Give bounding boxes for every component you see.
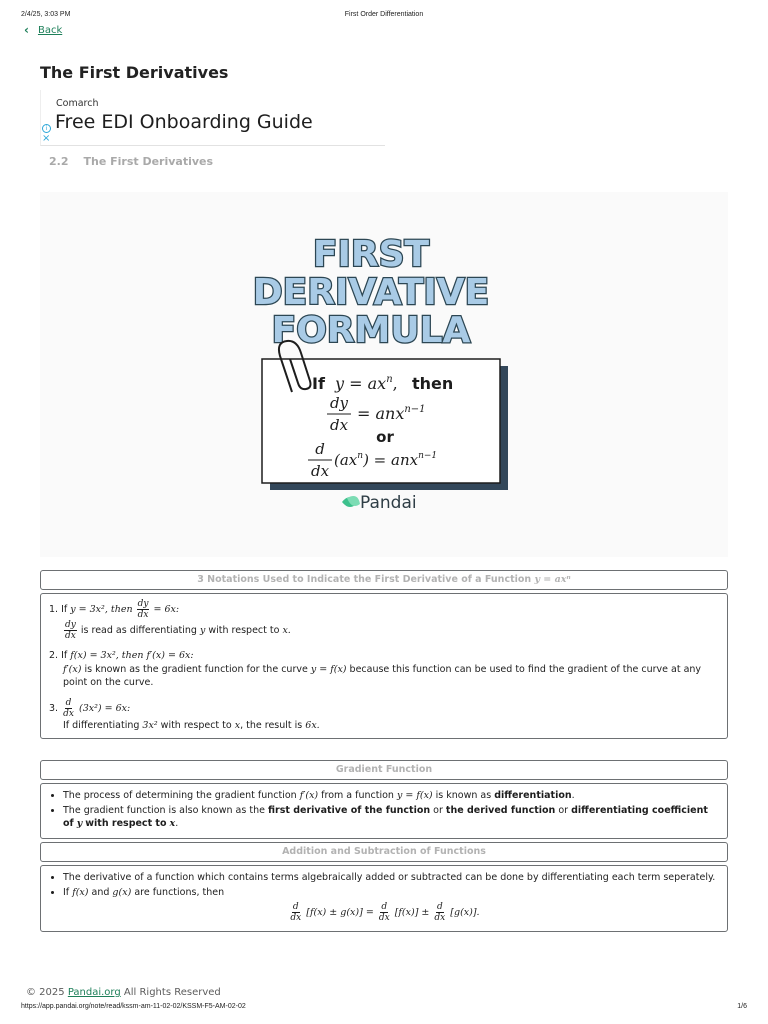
gradient-b2-x: x bbox=[169, 818, 176, 829]
then-word: then bbox=[412, 374, 454, 393]
item1-desc-b: with respect to bbox=[208, 625, 280, 636]
hero-title-line-3: FORMULA bbox=[271, 310, 471, 351]
d-dx-fraction: $\frac{d}{dx}$ bbox=[378, 902, 390, 923]
item1-tail: = 6x: bbox=[153, 604, 180, 615]
eq-right: [g(x)]. bbox=[450, 907, 480, 918]
item2-prefix: 2. If bbox=[49, 650, 68, 661]
ad-headline[interactable]: Free EDI Onboarding Guide bbox=[55, 111, 313, 133]
page-title: The First Derivatives bbox=[40, 63, 229, 82]
gradient-b1-a: The process of determining the gradient function bbox=[63, 790, 297, 801]
item2-desc-a: is known as the gradient function for the curve bbox=[84, 663, 308, 675]
gradient-box bbox=[40, 760, 728, 839]
back-link[interactable] bbox=[24, 24, 62, 36]
formula-graphic bbox=[40, 192, 728, 557]
item2-desc-b: because this function can be used to find the gradient of the curve at any point on the curve. bbox=[63, 663, 702, 688]
print-page-number: 1/6 bbox=[737, 1003, 747, 1010]
d-dx-fraction: $\frac{d}{dx}$ bbox=[434, 902, 446, 923]
info-icon[interactable]: i bbox=[42, 124, 51, 133]
chevron-left-icon: ‹ bbox=[24, 23, 29, 37]
d-dx-fraction: $\frac{d}{dx}$ bbox=[63, 697, 74, 719]
ad-banner[interactable] bbox=[40, 90, 385, 146]
item3-desc-c: , the result is bbox=[240, 719, 303, 731]
item2-equation: f(x) = 3x², then f′(x) = 6x: bbox=[70, 650, 194, 661]
list-item bbox=[49, 698, 719, 733]
gradient-b1-end: . bbox=[571, 790, 575, 801]
item3-desc-a: If differentiating bbox=[63, 719, 140, 731]
notations-heading bbox=[40, 570, 728, 590]
dx-denominator-2: dx bbox=[310, 462, 330, 480]
eq-left: [f(x) ± g(x)] = bbox=[306, 907, 374, 918]
gradient-b1-fx: f′(x) bbox=[299, 790, 319, 801]
addition-b2-a: If bbox=[63, 886, 70, 898]
gradient-b2-a: The gradient function is also known as the bbox=[63, 804, 265, 816]
addition-box bbox=[40, 842, 728, 932]
item3-x: x bbox=[234, 719, 241, 731]
notations-heading-math: y = axⁿ bbox=[534, 574, 571, 585]
gradient-b2-bold1: first derivative of the function bbox=[267, 804, 431, 816]
toc-item[interactable] bbox=[49, 155, 213, 168]
item3-equation: (3x²) = 6x: bbox=[78, 702, 131, 714]
notations-body bbox=[40, 593, 728, 739]
item3-term: 3x² bbox=[142, 719, 158, 731]
hero-title-line-2: DERIVATIVE bbox=[252, 272, 490, 313]
formula-rhs-1: = anx$^{n-1}$ bbox=[357, 404, 426, 423]
sum-rule-equation bbox=[49, 902, 719, 923]
list-item: • The derivative of a function which contains terms algebraically added or subtracted can be done by differentiating each term seperately. bbox=[63, 871, 719, 885]
close-icon[interactable]: × bbox=[42, 133, 51, 144]
ad-brand: Comarch bbox=[56, 98, 99, 109]
hero-title-line-1: FIRST bbox=[312, 234, 430, 275]
gradient-b1-c: is known as bbox=[435, 790, 492, 801]
item1-desc-y: y bbox=[199, 625, 206, 636]
print-header bbox=[21, 11, 747, 23]
formula-illustration bbox=[40, 192, 728, 557]
footer-link[interactable]: Pandai.org bbox=[67, 987, 121, 998]
list-item bbox=[63, 804, 719, 831]
gradient-b2-y: y bbox=[76, 818, 83, 829]
notations-heading-text: 3 Notations Used to Indicate the First Derivative of a Function bbox=[197, 574, 532, 585]
or-word: or bbox=[376, 428, 394, 446]
footer-copyright: © 2025 bbox=[26, 987, 65, 998]
item1-desc-x: x. bbox=[282, 625, 291, 636]
item1-equation: y = 3x², then bbox=[70, 604, 133, 615]
print-date: 2/4/25, 3:03 PM bbox=[21, 11, 71, 18]
addition-b2-g: g(x) bbox=[112, 886, 132, 898]
item2-curve: y = f(x) bbox=[310, 663, 347, 675]
gradient-heading: Gradient Function bbox=[40, 760, 728, 780]
if-word: If bbox=[312, 374, 325, 393]
item2-fx: f′(x) bbox=[63, 663, 82, 675]
addition-heading: Addition and Subtraction of Functions bbox=[40, 842, 728, 862]
list-item bbox=[49, 649, 719, 690]
dy-dx-fraction: $\frac{dy}{dx}$ bbox=[65, 620, 76, 641]
gradient-b2-bold3: differentiating coefficient of bbox=[63, 804, 708, 829]
list-item bbox=[63, 886, 719, 900]
gradient-b2-or2: or bbox=[558, 804, 569, 816]
list-item bbox=[49, 599, 719, 641]
d-dx-fraction: $\frac{d}{dx}$ bbox=[290, 902, 302, 923]
gradient-body bbox=[40, 783, 728, 839]
gradient-b1-bold: differentiation bbox=[494, 790, 572, 801]
gradient-b1-eq: y = f(x) bbox=[396, 790, 433, 801]
d-numerator: d bbox=[315, 440, 325, 458]
print-url: https://app.pandai.org/note/read/kssm-am-11-02-02/KSSM-F5-AM-02-02 bbox=[21, 1003, 246, 1010]
gradient-b1-b: from a function bbox=[321, 790, 394, 801]
back-label: Back bbox=[37, 24, 63, 36]
toc-label: The First Derivatives bbox=[83, 155, 214, 168]
addition-body bbox=[40, 865, 728, 932]
pandai-logo-text: Pandai bbox=[360, 493, 417, 513]
footer-rights: All Rights Reserved bbox=[123, 987, 221, 998]
dy-numerator: dy bbox=[329, 394, 349, 412]
addition-b2-b: are functions, then bbox=[134, 886, 225, 898]
formula-rhs-2: $(ax^n) = anx^{n-1}$ bbox=[334, 451, 438, 469]
dy-dx-fraction: $\frac{dy}{dx}$ bbox=[137, 599, 149, 620]
site-footer bbox=[26, 987, 221, 998]
item3-result: 6x. bbox=[305, 719, 320, 731]
dx-denominator: dx bbox=[329, 416, 349, 434]
eq-mid: [f(x)] ± bbox=[394, 907, 430, 918]
item3-prefix: 3. bbox=[49, 702, 59, 714]
item3-desc-b: with respect to bbox=[160, 719, 232, 731]
addition-b2-f: f(x) bbox=[72, 886, 89, 898]
item1-prefix: 1. If bbox=[49, 604, 68, 615]
gradient-b2-bold2: the derived function bbox=[445, 804, 556, 816]
pandai-logo-icon bbox=[342, 496, 360, 507]
notations-box bbox=[40, 570, 728, 739]
addition-b2-and: and bbox=[91, 886, 110, 898]
toc-number: 2.2 bbox=[49, 155, 69, 168]
item1-desc-a: is read as differentiating bbox=[80, 625, 197, 636]
gradient-b2-or1: or bbox=[433, 804, 443, 816]
formula-y-eq: $y = ax^n$, bbox=[335, 374, 398, 393]
print-title: First Order Differentiation bbox=[344, 11, 424, 18]
gradient-b2-bold4: with respect to bbox=[85, 818, 167, 829]
list-item bbox=[63, 789, 719, 803]
gradient-b2-end: . bbox=[175, 818, 179, 829]
